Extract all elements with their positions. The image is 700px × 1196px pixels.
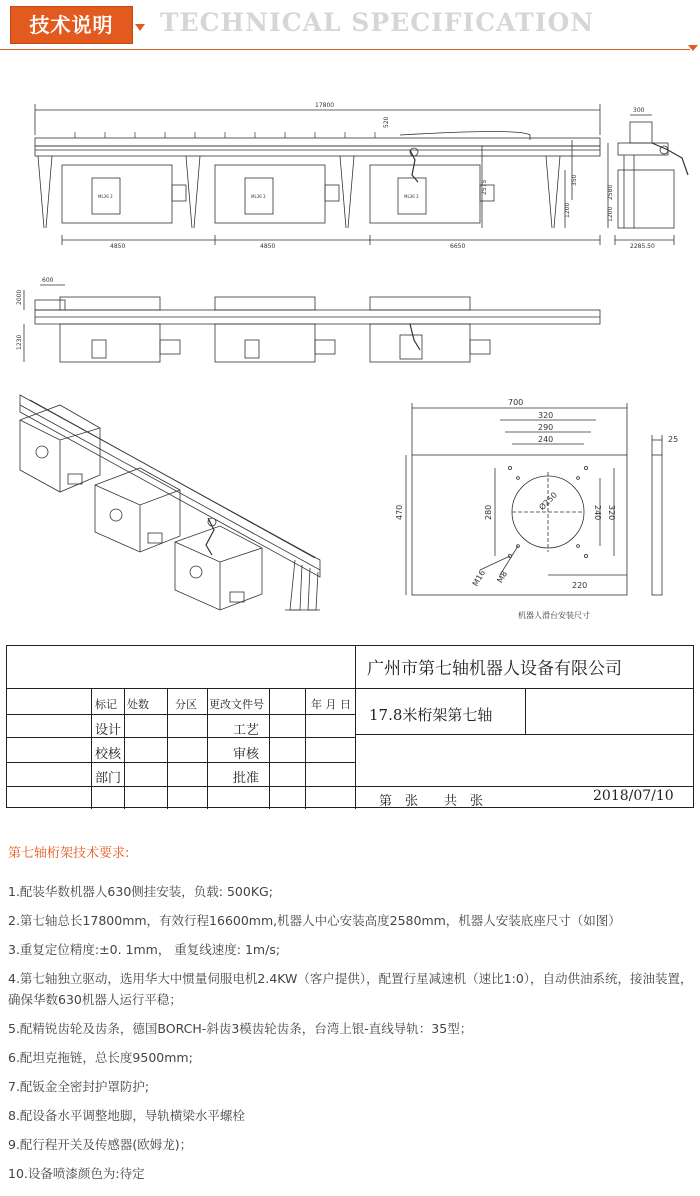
header-divider bbox=[0, 49, 690, 50]
requirement-item: 7.配钣金全密封护罩防护; bbox=[8, 1079, 150, 1094]
front-view bbox=[35, 104, 600, 245]
dim-gap-3: 6650 bbox=[450, 243, 466, 250]
requirement-item: 4.第七轴独立驱动，选用华大中惯量伺服电机2.4KW（客户提供），配置行星减速机（速比1:0），自动供油系统，接油装置，确保华数630机器人运行平稳； bbox=[8, 971, 693, 1007]
side-dim-height: 2580 bbox=[607, 184, 614, 200]
machine-label-2: ML36 3 bbox=[251, 194, 266, 199]
badge-arrow-icon bbox=[135, 24, 145, 31]
plate-dim-240v: 240 bbox=[593, 505, 602, 521]
col-date: 年 月 日 bbox=[311, 698, 351, 711]
plan-view bbox=[24, 285, 600, 362]
plate-dim-circle: Ø250 bbox=[537, 490, 560, 513]
drawing-date: 2018/07/10 bbox=[593, 788, 674, 804]
plate-dim-220: 220 bbox=[572, 581, 588, 590]
dim-gap-1: 4850 bbox=[110, 243, 126, 250]
row-dept: 部门 bbox=[95, 771, 122, 786]
plate-bolt-m16: M16 bbox=[470, 568, 488, 588]
side-dim-top: 300 bbox=[633, 107, 645, 114]
plan-dim-1230: 1230 bbox=[16, 334, 23, 350]
requirements-title: 第七轴桁架技术要求: bbox=[8, 846, 130, 861]
requirement-item: 6.配坦克拖链，总长度9500mm; bbox=[8, 1050, 193, 1065]
col-zone: 分区 bbox=[175, 698, 197, 711]
machine-label-1: ML36 3 bbox=[98, 194, 113, 199]
row-approve: 批准 bbox=[233, 771, 260, 786]
row-review: 审核 bbox=[233, 747, 260, 762]
plan-dim-2000: 2000 bbox=[16, 289, 23, 305]
row-check: 校核 bbox=[95, 747, 122, 762]
section-badge bbox=[10, 6, 133, 44]
col-count: 处数 bbox=[127, 698, 149, 711]
technical-drawing bbox=[0, 60, 700, 640]
plate-dim-240: 240 bbox=[538, 435, 554, 444]
requirements-section bbox=[8, 842, 694, 1192]
requirement-item: 8.配设备水平调整地脚，导轨横梁水平螺栓 bbox=[8, 1108, 245, 1123]
side-dim-base: 2285.50 bbox=[630, 243, 655, 250]
plate-dim-700: 700 bbox=[508, 398, 524, 407]
requirement-item: 5.配精锐齿轮及齿条，德国BORCH-斜齿3模齿轮齿条，台湾上银-直线导轨：35型； bbox=[8, 1021, 473, 1036]
requirement-item: 10.设备喷漆颜色为:待定 bbox=[8, 1166, 145, 1181]
requirement-item: 2.第七轴总长17800mm，有效行程16600mm,机器人中心安装高度2580mm，机器人安装底座尺寸（如图） bbox=[8, 913, 621, 928]
isometric-view bbox=[20, 395, 320, 610]
divider-arrow-icon bbox=[688, 45, 698, 51]
plate-dim-290: 290 bbox=[538, 423, 554, 432]
col-change: 更改文件号 bbox=[209, 698, 264, 711]
company-name: 广州市第七轴机器人设备有限公司 bbox=[367, 659, 622, 679]
plate-dim-470: 470 bbox=[395, 504, 404, 520]
plate-dim-25: 25 bbox=[668, 435, 679, 444]
mounting-plate bbox=[406, 403, 662, 595]
section-title: TECHNICAL SPECIFICATION bbox=[160, 8, 595, 37]
plate-bolt-m8: M8 bbox=[495, 569, 510, 585]
plate-caption: 机器人滑台安装尺寸 bbox=[518, 611, 590, 620]
dim-height-mount: 2575 bbox=[481, 179, 488, 195]
col-mark: 标记 bbox=[95, 698, 117, 711]
badge-label: 技术说明 bbox=[29, 13, 114, 37]
machine-label-3: ML36 3 bbox=[404, 194, 419, 199]
requirement-item: 1.配装华数机器人630侧挂安装，负载: 500KG; bbox=[8, 884, 273, 899]
dim-total-length: 17800 bbox=[315, 102, 335, 109]
side-dim-1200: 1200 bbox=[607, 206, 614, 222]
dim-gap-2: 4850 bbox=[260, 243, 276, 250]
plate-dim-280: 280 bbox=[484, 504, 493, 520]
dim-height-top: 1200 bbox=[564, 202, 571, 218]
title-block bbox=[6, 645, 694, 808]
plan-dim-600: 600 bbox=[42, 277, 54, 284]
requirement-item: 9.配行程开关及传感器(欧姆龙)； bbox=[8, 1137, 193, 1152]
row-design: 设计 bbox=[95, 723, 122, 738]
sheet-count: 第 张 共 张 bbox=[379, 794, 484, 809]
row-process: 工艺 bbox=[233, 723, 260, 738]
plate-dim-320v: 320 bbox=[607, 505, 616, 521]
product-name: 17.8米桁架第七轴 bbox=[369, 706, 493, 724]
side-view bbox=[608, 115, 688, 245]
plate-dim-320: 320 bbox=[538, 411, 554, 420]
dim-offset-350: 350 bbox=[571, 174, 578, 186]
requirement-item: 3.重复定位精度:±0. 1mm， 重复线速度: 1m/s; bbox=[8, 942, 281, 957]
dim-offset-520: 520 bbox=[383, 116, 390, 128]
section-header bbox=[0, 0, 700, 60]
